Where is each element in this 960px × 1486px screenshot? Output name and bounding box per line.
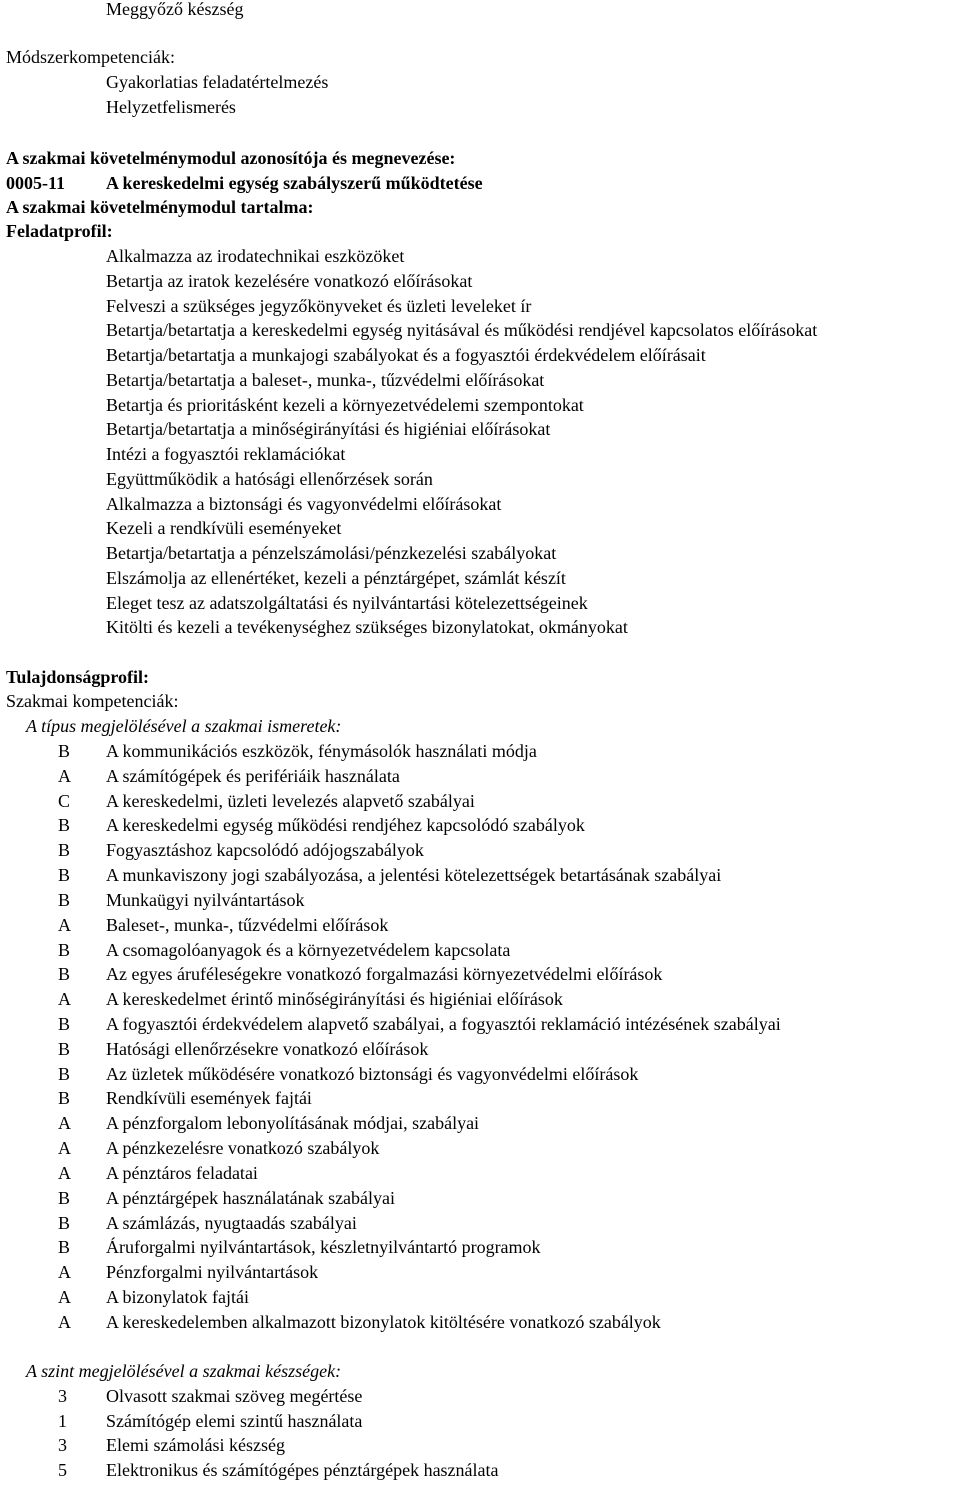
- knowledge-row: [0, 1162, 960, 1184]
- knowledge-type-code: B: [58, 840, 71, 860]
- knowledge-row: [0, 1063, 960, 1085]
- knowledge-type-code: B: [58, 1014, 71, 1034]
- task-profile-item: Betartja/betartatja a baleset-, munka-, tűzvédelmi előírásokat: [106, 370, 545, 390]
- knowledge-row: [0, 1261, 960, 1283]
- knowledge-type-code: B: [58, 890, 71, 910]
- knowledge-row: [0, 1137, 960, 1159]
- knowledge-type-code: C: [58, 791, 71, 811]
- knowledge-row: [0, 889, 960, 911]
- competency-item: Helyzetfelismerés: [106, 97, 236, 117]
- task-profile-item: Betartja és prioritásként kezeli a környezetvédelemi szempontokat: [106, 395, 584, 415]
- knowledge-row: [0, 939, 960, 961]
- skills-heading: A szint megjelölésével a szakmai készségek:: [26, 1361, 342, 1381]
- knowledge-text: A pénzforgalom lebonyolításának módjai, szabályai: [106, 1113, 480, 1133]
- task-profile-item: Felveszi a szükséges jegyzőkönyveket és üzleti leveleket ír: [106, 296, 532, 316]
- knowledge-text: A fogyasztói érdekvédelem alapvető szabályai, a fogyasztói reklamáció intézésének szabályai: [106, 1014, 781, 1034]
- knowledge-type-code: B: [58, 1088, 71, 1108]
- knowledge-type-code: A: [58, 766, 71, 786]
- knowledge-row: [0, 864, 960, 886]
- knowledge-type-code: A: [58, 1262, 71, 1282]
- knowledge-row: [0, 740, 960, 762]
- knowledge-text: A csomagolóanyagok és a környezetvédelem kapcsolata: [106, 940, 511, 960]
- knowledge-text: Baleset-, munka-, tűzvédelmi előírások: [106, 915, 389, 935]
- skill-text: Elektronikus és számítógépes pénztárgépek használata: [106, 1460, 499, 1480]
- knowledge-row: [0, 1013, 960, 1035]
- skill-row: [0, 1459, 960, 1481]
- module-id-name: A kereskedelmi egység szabályszerű működtetése: [106, 173, 483, 193]
- knowledge-type-code: B: [58, 1039, 71, 1059]
- skill-level-code: 3: [58, 1386, 67, 1406]
- task-profile-heading: Feladatprofil:: [6, 221, 113, 241]
- knowledge-row: [0, 1187, 960, 1209]
- skill-level-code: 5: [58, 1460, 67, 1480]
- knowledge-type-code: A: [58, 1312, 71, 1332]
- knowledge-type-code: B: [58, 1213, 71, 1233]
- knowledge-type-code: A: [58, 1163, 71, 1183]
- knowledge-type-code: A: [58, 1113, 71, 1133]
- skill-level-code: 1: [58, 1411, 67, 1431]
- knowledge-text: Áruforgalmi nyilvántartások, készletnyilvántartó programok: [106, 1237, 541, 1257]
- knowledge-text: A kommunikációs eszközök, fénymásolók használati módja: [106, 741, 537, 761]
- task-profile-item: Intézi a fogyasztói reklamációkat: [106, 444, 346, 464]
- knowledge-type-code: A: [58, 915, 71, 935]
- knowledge-text: A munkaviszony jogi szabályozása, a jelentési kötelezettségek betartásának szabályai: [106, 865, 722, 885]
- knowledge-row: [0, 914, 960, 936]
- knowledge-text: Az egyes árufélеségekre vonatkozó forgalmazási környezetvédelmi előírások: [106, 964, 663, 984]
- knowledge-type-code: A: [58, 1138, 71, 1158]
- skill-row: [0, 1385, 960, 1407]
- skill-row: [0, 1410, 960, 1432]
- task-profile-item: Betartja az iratok kezelésére vonatkozó előírásokat: [106, 271, 473, 291]
- knowledge-row: [0, 963, 960, 985]
- knowledge-type-code: A: [58, 989, 71, 1009]
- knowledge-type-code: A: [58, 1287, 71, 1307]
- knowledge-row: [0, 790, 960, 812]
- knowledge-type-code: B: [58, 964, 71, 984]
- competency-item: Gyakorlatias feladatértelmezés: [106, 72, 329, 92]
- knowledge-text: A pénzkezelésre vonatkozó szabályok: [106, 1138, 380, 1158]
- task-profile-item: Betartja/betartatja a pénzelszámolási/pénzkezelési szabályokat: [106, 543, 557, 563]
- knowledge-type-code: B: [58, 940, 71, 960]
- property-profile-heading: Tulajdonságprofil:: [6, 667, 150, 687]
- knowledge-text: A kereskedelmi egység működési rendjéhez kapcsolódó szabályok: [106, 815, 585, 835]
- knowledge-type-code: B: [58, 1188, 71, 1208]
- skill-text: Elemi számolási készség: [106, 1435, 285, 1455]
- task-profile-item: Betartja/betartatja a kereskedelmi egység nyitásával és működési rendjével kapcsolatos előírásokat: [106, 320, 818, 340]
- knowledge-text: Hatósági ellenőrzésekre vonatkozó előírások: [106, 1039, 429, 1059]
- knowledge-text: A pénztáros feladatai: [106, 1163, 258, 1183]
- knowledge-text: Fogyasztáshoz kapcsolódó adójogszabályok: [106, 840, 424, 860]
- task-profile-item: Alkalmazza a biztonsági és vagyonvédelmi előírásokat: [106, 494, 502, 514]
- knowledge-row: [0, 1311, 960, 1333]
- module-competencies-heading: Módszerkompetenciák:: [6, 47, 175, 67]
- knowledge-row: [0, 1236, 960, 1258]
- knowledge-row: [0, 765, 960, 787]
- knowledge-row: [0, 1087, 960, 1109]
- knowledge-text: A kereskedelmi, üzleti levelezés alapvető szabályai: [106, 791, 475, 811]
- task-profile-item: Alkalmazza az irodatechnikai eszközöket: [106, 246, 405, 266]
- module-id-code: 0005-11: [6, 173, 66, 193]
- module-id-heading: A szakmai követelménymodul azonosítója és megnevezése:: [6, 148, 456, 168]
- knowledge-text: A számítógépek és perifériáik használata: [106, 766, 400, 786]
- task-profile-item: Betartja/betartatja a munkajogi szabályokat és a fogyasztói érdekvédelem előírásait: [106, 345, 706, 365]
- task-profile-item: Elszámolja az ellenértéket, kezeli a pénztárgépet, számlát készít: [106, 568, 566, 588]
- knowledge-type-code: B: [58, 815, 71, 835]
- knowledge-type-code: B: [58, 1064, 71, 1084]
- task-profile-item: Kezeli a rendkívüli eseményeket: [106, 518, 342, 538]
- knowledge-row: [0, 1112, 960, 1134]
- knowledge-heading: A típus megjelölésével a szakmai ismeretek:: [26, 716, 342, 736]
- knowledge-type-code: B: [58, 741, 71, 761]
- task-profile-item: Eleget tesz az adatszolgáltatási és nyilvántartási kötelezettségeinek: [106, 593, 588, 613]
- task-profile-item: Együttműködik a hatósági ellenőrzések során: [106, 469, 433, 489]
- knowledge-text: Munkaügyi nyilvántartások: [106, 890, 305, 910]
- knowledge-row: [0, 1038, 960, 1060]
- knowledge-text: Az üzletek működésére vonatkozó biztonsági és vagyonvédelmi előírások: [106, 1064, 639, 1084]
- knowledge-text: A számlázás, nyugtaadás szabályai: [106, 1213, 357, 1233]
- module-content-heading: A szakmai követelménymodul tartalma:: [6, 197, 314, 217]
- knowledge-type-code: B: [58, 1237, 71, 1257]
- skill-level-code: 3: [58, 1435, 67, 1455]
- property-sub-heading: Szakmai kompetenciák:: [6, 691, 179, 711]
- skill-text: Olvasott szakmai szöveg megértése: [106, 1386, 363, 1406]
- skill-text: Számítógép elemi szintű használata: [106, 1411, 363, 1431]
- knowledge-text: A kereskedelmet érintő minőségirányítási és higiéniai előírások: [106, 989, 563, 1009]
- knowledge-row: [0, 1212, 960, 1234]
- knowledge-row: [0, 839, 960, 861]
- top-line: Meggyőző készség: [106, 0, 244, 19]
- knowledge-row: [0, 1286, 960, 1308]
- knowledge-text: Pénzforgalmi nyilvántartások: [106, 1262, 319, 1282]
- knowledge-type-code: B: [58, 865, 71, 885]
- knowledge-text: A pénztárgépek használatának szabályai: [106, 1188, 396, 1208]
- skill-row: [0, 1434, 960, 1456]
- knowledge-row: [0, 814, 960, 836]
- knowledge-text: Rendkívüli események fajtái: [106, 1088, 312, 1108]
- knowledge-row: [0, 988, 960, 1010]
- task-profile-item: Betartja/betartatja a minőségirányítási és higiéniai előírásokat: [106, 419, 551, 439]
- knowledge-text: A kereskedelemben alkalmazott bizonylatok kitöltésére vonatkozó szabályok: [106, 1312, 661, 1332]
- task-profile-item: Kitölti és kezeli a tevékenységhez szükséges bizonylatokat, okmányokat: [106, 617, 628, 637]
- knowledge-text: A bizonylatok fajtái: [106, 1287, 249, 1307]
